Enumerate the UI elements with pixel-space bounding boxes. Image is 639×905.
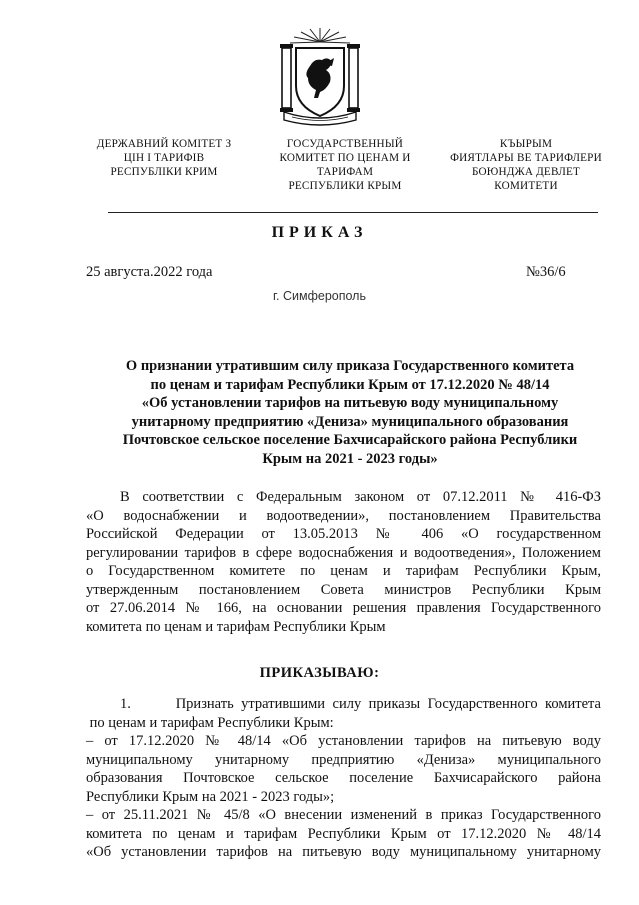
header-right-line: КОМИТЕТИ xyxy=(494,180,558,192)
order-date: 25 августа.2022 года xyxy=(86,264,213,280)
item-line: Республики Крым на 2021 - 2023 годы»; xyxy=(86,788,335,805)
header-center-line: ГОСУДАРСТВЕННЫЙ xyxy=(286,138,404,150)
subject-line: О признании утратившим силу приказа Государственного комитета xyxy=(125,358,575,374)
basis-line: В соответствии с Федеральным законом от 07.12.2011 № 416-ФЗ xyxy=(120,489,601,505)
item-line: образования Почтовское сельское поселение Бахчисарайского района xyxy=(86,770,601,786)
item-line: комитета по ценам и тарифам Республики Крым от 17.12.2020 № 48/14 xyxy=(86,825,601,842)
basis-line: «О водоснабжении и водоотведении», постановлением Правительства xyxy=(86,507,601,524)
basis-line: о Государственном комитете по ценам и тарифам Республики Крым, xyxy=(86,563,601,579)
header-divider xyxy=(108,212,598,213)
header-ukrainian-name xyxy=(84,137,244,179)
order-number: №36/6 xyxy=(526,264,566,280)
basis-line: комитета по ценам и тарифам Республики Крым xyxy=(86,618,386,635)
header-right-line: ФИЯТЛАРЫ ВЕ ТАРИФЛЕРИ xyxy=(450,152,602,164)
document-type-title: ПРИКАЗ xyxy=(271,224,368,241)
header-center-line: КОМИТЕТ ПО ЦЕНАМ И xyxy=(279,152,411,164)
basis-line: Российской Федерации от 13.05.2013 № 406 «О государственном xyxy=(86,526,601,542)
basis-line: от 27.06.2014 № 166, на основании решения правления Государственного xyxy=(86,600,601,616)
header-center-line: РЕСПУБЛИКИ КРЫМ xyxy=(288,180,402,192)
header-left-line: ЦІН І ТАРИФІВ xyxy=(123,152,205,164)
header-crimean-tatar-name xyxy=(436,137,616,193)
item-line: – от 25.11.2021 № 45/8 «О внесении изменений в приказ Государственного xyxy=(86,807,601,823)
header-center-line: ТАРИФАМ xyxy=(316,166,374,178)
header-left-line: ДЕРЖАВНИЙ КОМІТЕТ З xyxy=(96,138,232,150)
item-line: 1. Признать утратившими силу приказы Государственного комитета xyxy=(120,696,601,712)
subject-line: «Об установлении тарифов на питьевую воду муниципальному xyxy=(141,395,559,411)
header-russian-name xyxy=(262,137,428,193)
decree-heading: ПРИКАЗЫВАЮ: xyxy=(259,665,380,681)
subject-line: Почтовское сельское поселение Бахчисарайского района Республики xyxy=(122,432,578,448)
subject-line: по ценам и тарифам Республики Крым от 17.12.2020 № 48/14 xyxy=(150,376,550,393)
basis-line: утвержденным постановлением Совета министров Республики Крым xyxy=(86,581,601,598)
legal-basis-paragraph xyxy=(86,488,601,636)
item-line: «Об установлении тарифов на питьевую воду муниципальному унитарному xyxy=(86,844,601,860)
header-right-line: КЪЫРЫМ xyxy=(499,138,553,150)
header-left-line: РЕСПУБЛІКИ КРИМ xyxy=(110,166,218,178)
order-items xyxy=(86,695,601,862)
order-city: г. Симферополь xyxy=(273,289,366,303)
subject-line: унитарному предприятию «Дениза» муниципального образования xyxy=(131,413,569,430)
subject-line: Крым на 2021 - 2023 годы» xyxy=(262,450,438,467)
order-subject xyxy=(100,357,600,468)
item-line: – от 17.12.2020 № 48/14 «Об установлении тарифов на питьевую воду xyxy=(86,733,601,749)
item-line: по ценам и тарифам Республики Крым: xyxy=(86,714,334,731)
coat-of-arms-emblem xyxy=(276,24,364,126)
basis-line: регулировании тарифов в сфере водоснабжения и водоотведения», Положением xyxy=(86,544,601,561)
item-line: муниципальному унитарному предприятию «Дениза» муниципального xyxy=(86,751,601,768)
header-right-line: БОЮНДЖА ДЕВЛЕТ xyxy=(471,166,581,178)
